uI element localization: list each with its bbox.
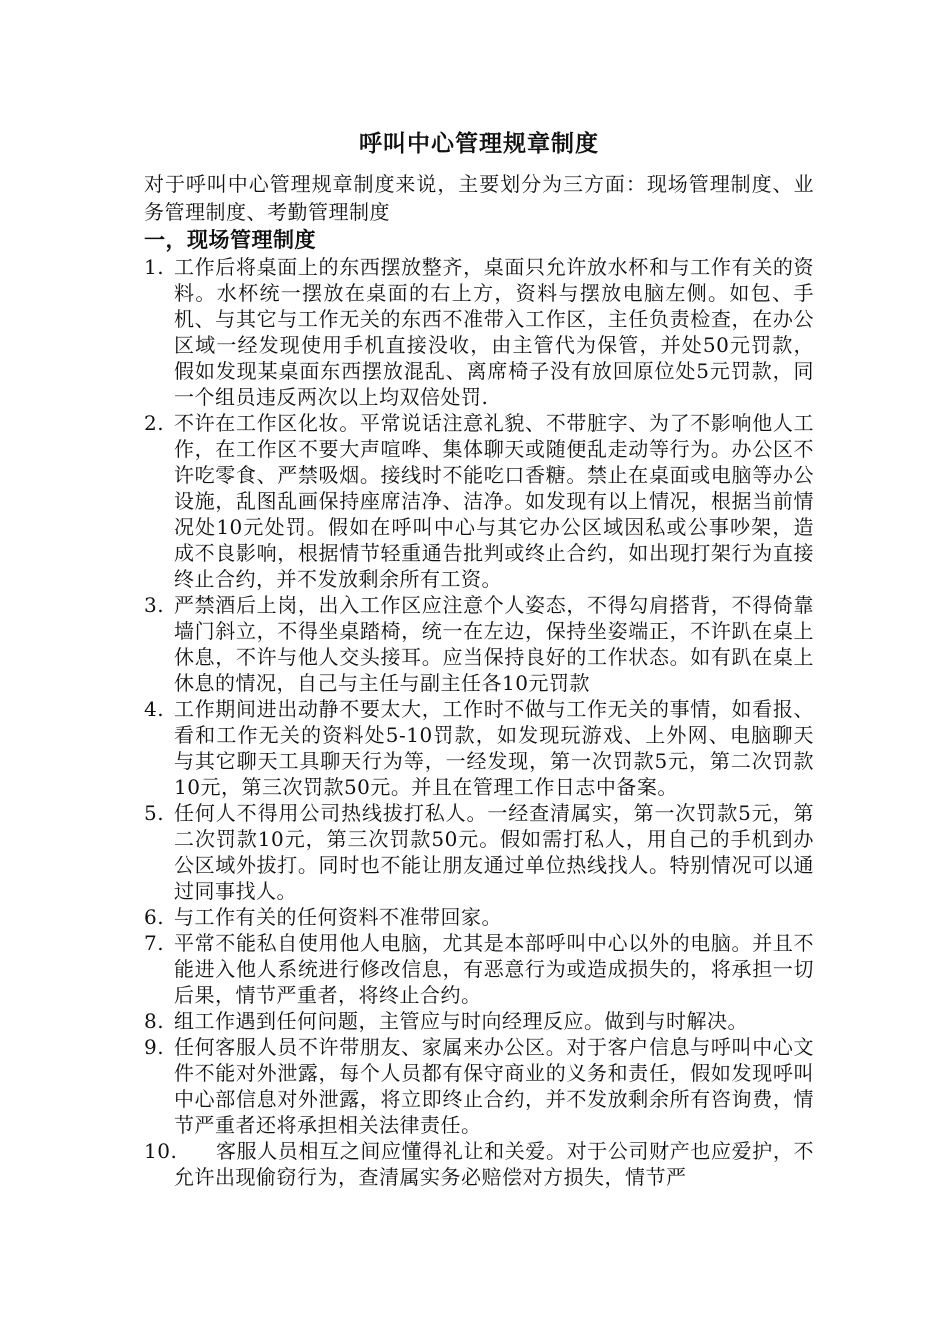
- document-title: 呼叫中心管理规章制度: [359, 130, 599, 157]
- rule-number: 10.: [144, 1139, 178, 1163]
- rule-number: 9.: [144, 1035, 165, 1059]
- rule-item: [144, 1138, 814, 1190]
- rule-number: 2.: [144, 411, 165, 435]
- rule-text: 不许在工作区化妆。平常说话注意礼貌、不带脏字、为了不影响他人工作，在工作区不要大声喧哗、集体聊天或随便乱走动等行为。办公区不许吃零食、严禁吸烟。接线时不能吃口香糖。禁止在桌面或电脑等办公设施，乱图乱画保持座席洁净、洁净。如发现有以上情况，根据当前情况处10元处罚。假如在呼叫中心与其它办公区域因私或公事吵架，造成不良影响，根据情节轻重通告批判或终止合约，如出现打架行为直接终止合约，并不发放剩余所有工资。: [174, 411, 814, 591]
- rule-text: 工作后将桌面上的东西摆放整齐，桌面只允许放水杯和与工作有关的资料。水杯统一摆放在桌面的右上方，资料与摆放电脑左侧。如包、手机、与其它与工作无关的东西不准带入工作区，主任负责检查，在办公区域一经发现使用手机直接没收，由主管代为保管，并处50元罚款，假如发现某桌面东西摆放混乱、离席椅子没有放回原位处5元罚款，同一个组员违反两次以上均双倍处罚.: [174, 255, 814, 409]
- rule-text: 工作期间进出动静不要太大，工作时不做与工作无关的事情，如看报、看和工作无关的资料处5-10罚款，如发现玩游戏、上外网、电脑聊天与其它聊天工具聊天行为等，一经发现，第一次罚款5元，第二次罚款10元，第三次罚款50元。并且在管理工作日志中备案。: [174, 697, 814, 799]
- rule-number: 3.: [144, 593, 165, 617]
- rule-item: [144, 800, 814, 904]
- section-heading: 一，现场管理制度: [144, 227, 316, 252]
- rule-item: [144, 1008, 814, 1034]
- rule-number: 6.: [144, 905, 165, 929]
- rule-item: [144, 410, 814, 592]
- rule-item: [144, 696, 814, 800]
- rule-text: 与工作有关的任何资料不准带回家。: [174, 905, 502, 929]
- rule-item: [144, 904, 814, 930]
- rule-number: 8.: [144, 1009, 165, 1033]
- rule-text: 任何人不得用公司热线拔打私人。一经查清属实，第一次罚款5元，第二次罚款10元，第三次罚款50元。假如需打私人，用自己的手机到办公区域外拔打。同时也不能让朋友通过单位热线找人。特别情况可以通过同事找人。: [174, 801, 814, 903]
- rule-item: [144, 592, 814, 696]
- rule-text: 平常不能私自使用他人电脑，尤其是本部呼叫中心以外的电脑。并且不能进入他人系统进行修改信息，有恶意行为或造成损失的，将承担一切后果，情节严重者，将终止合约。: [174, 931, 814, 1007]
- rule-number: 1.: [144, 255, 165, 279]
- document-page: [144, 128, 814, 1190]
- intro-paragraph: 对于呼叫中心管理规章制度来说，主要划分为三方面：现场管理制度、业务管理制度、考勤管理制度: [144, 172, 814, 224]
- rule-item: [144, 930, 814, 1008]
- rule-item: [144, 1034, 814, 1138]
- rule-text: 客服人员相互之间应懂得礼让和关爱。对于公司财产也应爱护，不允许出现偷窃行为，查清属实务必赔偿对方损失，情节严: [174, 1139, 814, 1189]
- rules-list: [144, 254, 814, 1190]
- rule-item: [144, 254, 814, 410]
- rule-text: 组工作遇到任何问题，主管应与时向经理反应。做到与时解决。: [174, 1009, 748, 1033]
- rule-number: 4.: [144, 697, 165, 721]
- rule-number: 5.: [144, 801, 165, 825]
- rule-text: 任何客服人员不许带朋友、家属来办公区。对于客户信息与呼叫中心文件不能对外泄露，每个人员都有保守商业的义务和责任，假如发现呼叫中心部信息对外泄露，将立即终止合约，并不发放剩余所有咨询费，情节严重者还将承担相关法律责任。: [174, 1035, 814, 1137]
- rule-text: 严禁酒后上岗，出入工作区应注意个人姿态，不得勾肩搭背，不得倚靠墙门斜立，不得坐桌踏椅，统一在左边，保持坐姿端正，不许趴在桌上休息，不许与他人交头接耳。应当保持良好的工作状态。如有趴在桌上休息的情况，自己与主任与副主任各10元罚款: [174, 593, 814, 695]
- rule-number: 7.: [144, 931, 165, 955]
